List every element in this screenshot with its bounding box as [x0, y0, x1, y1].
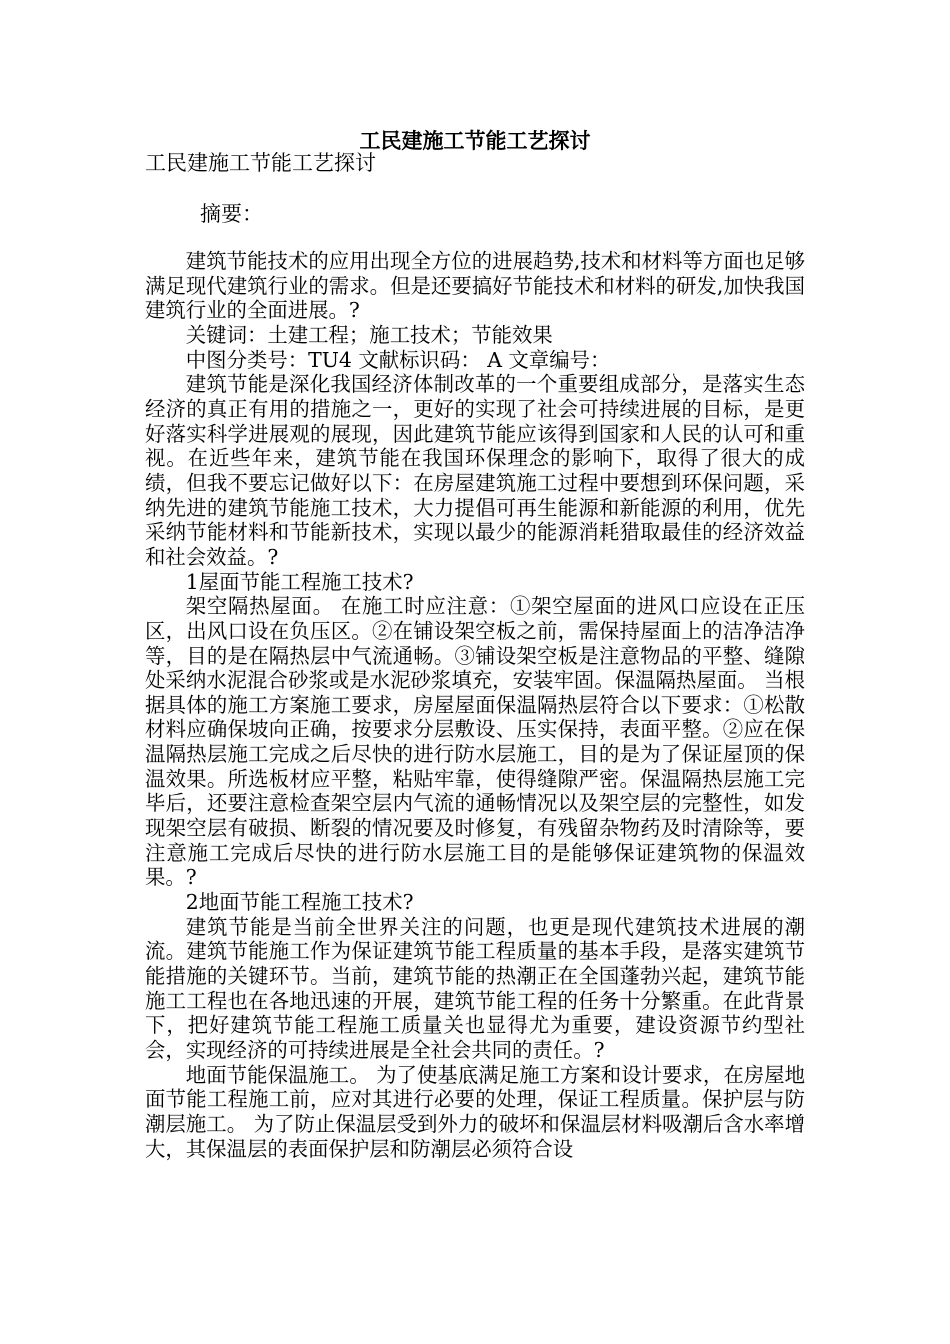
- roof-paragraph: 架空隔热屋面。 在施工时应注意：①架空屋面的进风口应设在正压区，出风口设在负压区。②在铺设架空板之前，需保持屋面上的洁净洁净等，目的是在隔热层中气流通畅。③铺设架空板是注意物品的平整、缝隙处采纳水泥混合砂浆或是水泥砂浆填充，安装牢固。保温隔热屋面。 当根据具体的施工方案施工要求，房屋屋面保温隔热层符合以下要求：①松散材料应确保坡向正确，按要求分层敷设、压实保持，表面平整。②应在保温隔热层施工完成之后尽快的进行防水层施工，目的是为了保证屋顶的保温效果。所选板材应平整，粘贴牢靠，使得缝隙严密。保温隔热层施工完毕后，还要注意检查架空层内气流的通畅情况以及架空层的完整性，如发现架空层有破损、断裂的情况要及时修复，有残留杂物药及时清除等，要注意施工完成后尽快的进行防水层施工目的是能够保证建筑物的保温效果。?: [145, 594, 805, 890]
- floor-intro-paragraph: 建筑节能是当前全世界关注的问题，也更是现代建筑技术进展的潮流。建筑节能施工作为保证建筑节能工程质量的基本手段，是落实建筑节能措施的关键环节。当前，建筑节能的热潮正在全国蓬勃兴起，建筑节能施工工程也在各地迅速的开展，建筑节能工程的任务十分繁重。在此背景下，把好建筑节能工程施工质量关也显得尤为重要，建设资源节约型社会，实现经济的可持续进展是全社会共同的责任。?: [145, 914, 805, 1062]
- floor-insulation-paragraph: 地面节能保温施工。 为了使基底满足施工方案和设计要求，在房屋地面节能工程施工前，应对其进行必要的处理，保证工程质量。保护层与防潮层施工。 为了防止保温层受到外力的破坏和保温层材料吸潮后含水率增大，其保温层的表面保护层和防潮层必须符合设: [145, 1062, 805, 1161]
- abstract-label: 摘要：: [200, 202, 263, 226]
- document-body: [145, 249, 805, 1161]
- abstract-paragraph: 建筑节能技术的应用出现全方位的进展趋势,技术和材料等方面也足够满足现代建筑行业的需求。但是还要搞好节能技术和材料的研发,加快我国建筑行业的全面进展。?: [145, 249, 805, 323]
- document-title: 工民建施工节能工艺探讨: [359, 128, 591, 153]
- section-heading-roof: 1屋面节能工程施工技术?: [185, 569, 414, 594]
- section-heading-floor: 2地面节能工程施工技术?: [185, 890, 414, 915]
- keywords-line: 关键词：土建工程；施工技术；节能效果: [185, 322, 553, 347]
- intro-paragraph: 建筑节能是深化我国经济体制改革的一个重要组成部分，是落实生态经济的真正有用的措施之一，更好的实现了社会可持续进展的目标，是更好落实科学进展观的展现，因此建筑节能应该得到国家和人民的认可和重视。在近些年来，建筑节能在我国环保理念的影响下，取得了很大的成绩，但我不要忘记做好以下：在房屋建筑施工过程中要想到环保问题，采纳先进的建筑节能施工技术，大力提倡可再生能源和新能源的利用，优先采纳节能材料和节能新技术，实现以最少的能源消耗猎取最佳的经济效益和社会效益。?: [145, 372, 805, 569]
- classification-line: 中图分类号：TU4 文献标识码： A 文章编号：: [185, 347, 611, 372]
- document-subtitle: 工民建施工节能工艺探讨: [145, 151, 376, 175]
